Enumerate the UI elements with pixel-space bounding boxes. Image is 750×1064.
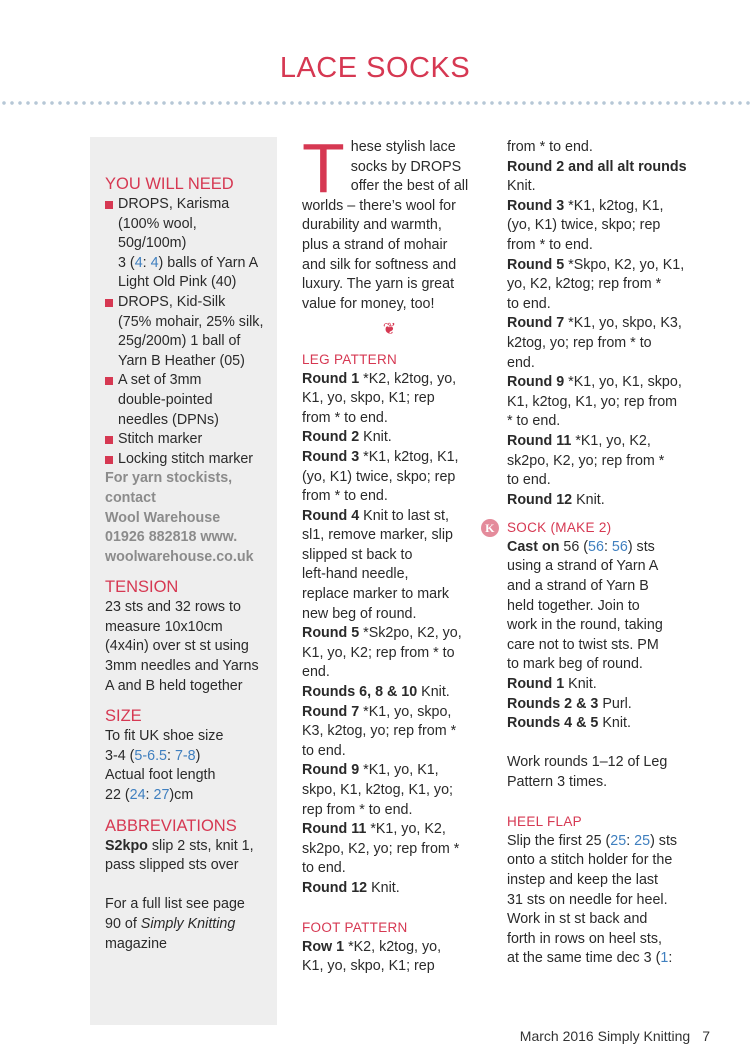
drop-cap: T <box>302 129 345 207</box>
column-requirements <box>105 174 275 954</box>
pattern-round: Round 2 Knit. <box>302 429 392 446</box>
pattern-round: Round 9 *K1, yo, K1, skpo, K1, k2tog, K1, yo; rep from * to end. <box>507 374 682 430</box>
page-number: 7 <box>702 1028 710 1044</box>
item-yarn-a: DROPS, Karisma (100% wool, 50g/100m) 3 (4: 4) balls of Yarn A Light Old Pink (40) <box>105 195 275 293</box>
pattern-round: Round 11 *K1, yo, K2, sk2po, K2, yo; rep from * to end. <box>302 821 460 877</box>
continued-text: from * to end. <box>507 139 593 155</box>
leg-pattern-rows <box>302 370 477 899</box>
pattern-round: Round 9 *K1, yo, K1, skpo, K1, k2tog, K1, yo; rep from * to end. <box>302 762 453 818</box>
dotted-divider <box>0 100 750 106</box>
sock-rounds-4-5: Rounds 4 & 5 Knit. <box>507 715 631 732</box>
heading-foot-pattern: FOOT PATTERN <box>302 920 408 936</box>
heel-flap-text: Slip the first 25 (25: 25) sts onto a stitch holder for the instep and keep the last 31 sts on needle for heel. Work in st st back and forth in rows on heel sts, at the same time dec 3 (1: <box>507 832 678 967</box>
item-yarn-b: DROPS, Kid-Silk (75% mohair, 25% silk, 25g/200m) 1 ball of Yarn B Heather (05) <box>105 293 275 371</box>
page-title: LACE SOCKS <box>279 52 471 84</box>
sock-round-1: Round 1 Knit. <box>507 676 597 693</box>
foot-row-1: Row 1 *K2, k2tog, yo, K1, yo, skpo, K1; rep <box>302 938 442 975</box>
pattern-round: Round 12 Knit. <box>507 491 605 508</box>
item-stitch-marker: Stitch marker <box>105 430 275 450</box>
item-locking-marker: Locking stitch marker <box>105 450 275 470</box>
heading-heel-flap: HEEL FLAP <box>507 814 582 830</box>
pattern-round: Round 12 Knit. <box>302 879 400 896</box>
sock-rounds-2-3: Rounds 2 & 3 Purl. <box>507 695 632 712</box>
pattern-round: Round 2 and all alt rounds Knit. <box>507 158 687 195</box>
pattern-round: Round 11 *K1, yo, K2, sk2po, K2, yo; rep from * to end. <box>507 432 665 489</box>
pattern-round: Round 3 *K1, k2tog, K1, (yo, K1) twice, skpo; rep from * to end. <box>302 448 459 505</box>
tension-text: 23 sts and 32 rows to measure 10x10cm (4x4in) over st st using 3mm needles and Yarns A and B held together <box>105 599 259 694</box>
full-list-note: For a full list see page 90 of Simply Knitting magazine <box>105 896 245 952</box>
pattern-round: Round 4 Knit to last st, sl1, remove marker, slip slipped st back to left-hand needle, replace marker to mark new beg of round. <box>302 507 453 622</box>
work-rounds-text: Work rounds 1–12 of Leg Pattern 3 times. <box>507 754 668 790</box>
heading-you-will-need: YOU WILL NEED <box>105 175 234 193</box>
column-sock <box>485 138 722 969</box>
heading-tension: TENSION <box>105 578 179 597</box>
intro-paragraph: T hese stylish lace socks by DROPS offer the best of all worlds – there’s wool for durability and warmth, plus a strand of mohair and silk for softness and luxury. The yarn is great value for money, too! <box>302 129 469 312</box>
pattern-round: Rounds 6, 8 & 10 Knit. <box>302 684 450 701</box>
ornament-icon: ❦ <box>382 321 397 339</box>
column-leg-pattern <box>302 129 477 977</box>
stockists-info: For yarn stockists, contact Wool Warehouse 01926 882818 www. woolwarehouse.co.uk <box>105 470 254 565</box>
k-badge-icon: K <box>481 519 499 537</box>
pattern-round: Round 7 *K1, yo, skpo, K3, k2tog, yo; rep from * to end. <box>507 315 682 371</box>
abbreviation-s2kpo: S2kpo slip 2 sts, knit 1, pass slipped sts over <box>105 837 254 874</box>
pattern-round: Round 5 *Skpo, K2, yo, K1, yo, K2, k2tog; rep from * to end. <box>507 256 685 312</box>
pattern-round: Round 5 *Sk2po, K2, yo, K1, yo, K2; rep from * to end. <box>302 625 462 681</box>
heading-sock: K SOCK (MAKE 2) <box>507 518 722 538</box>
pattern-round: Round 3 *K1, k2tog, K1, (yo, K1) twice, skpo; rep from * to end. <box>507 197 664 253</box>
heading-leg-pattern: LEG PATTERN <box>302 351 398 367</box>
heading-size: SIZE <box>105 707 142 726</box>
page-footer <box>520 1028 710 1044</box>
leg-pattern-rows-cont <box>507 158 722 511</box>
cast-on-text: Cast on 56 (56: 56) sts using a strand of Yarn A and a strand of Yarn B held together. Join to work in the round, taking care not to twist sts. PM to mark beg of round. <box>507 538 663 673</box>
pattern-round: Round 7 *K1, yo, skpo, K3, k2tog, yo; rep from * to end. <box>302 703 457 759</box>
issue-label: March 2016 Simply Knitting <box>519 1028 691 1044</box>
pattern-round: Round 1 *K2, k2tog, yo, K1, yo, skpo, K1; rep from * to end. <box>302 370 457 426</box>
size-text: To fit UK shoe size 3-4 (5-6.5: 7-8) Actual foot length 22 (24: 27)cm <box>105 728 224 804</box>
item-needles: A set of 3mm double-pointed needles (DPNs) <box>105 371 275 430</box>
heading-abbreviations: ABBREVIATIONS <box>105 816 237 835</box>
